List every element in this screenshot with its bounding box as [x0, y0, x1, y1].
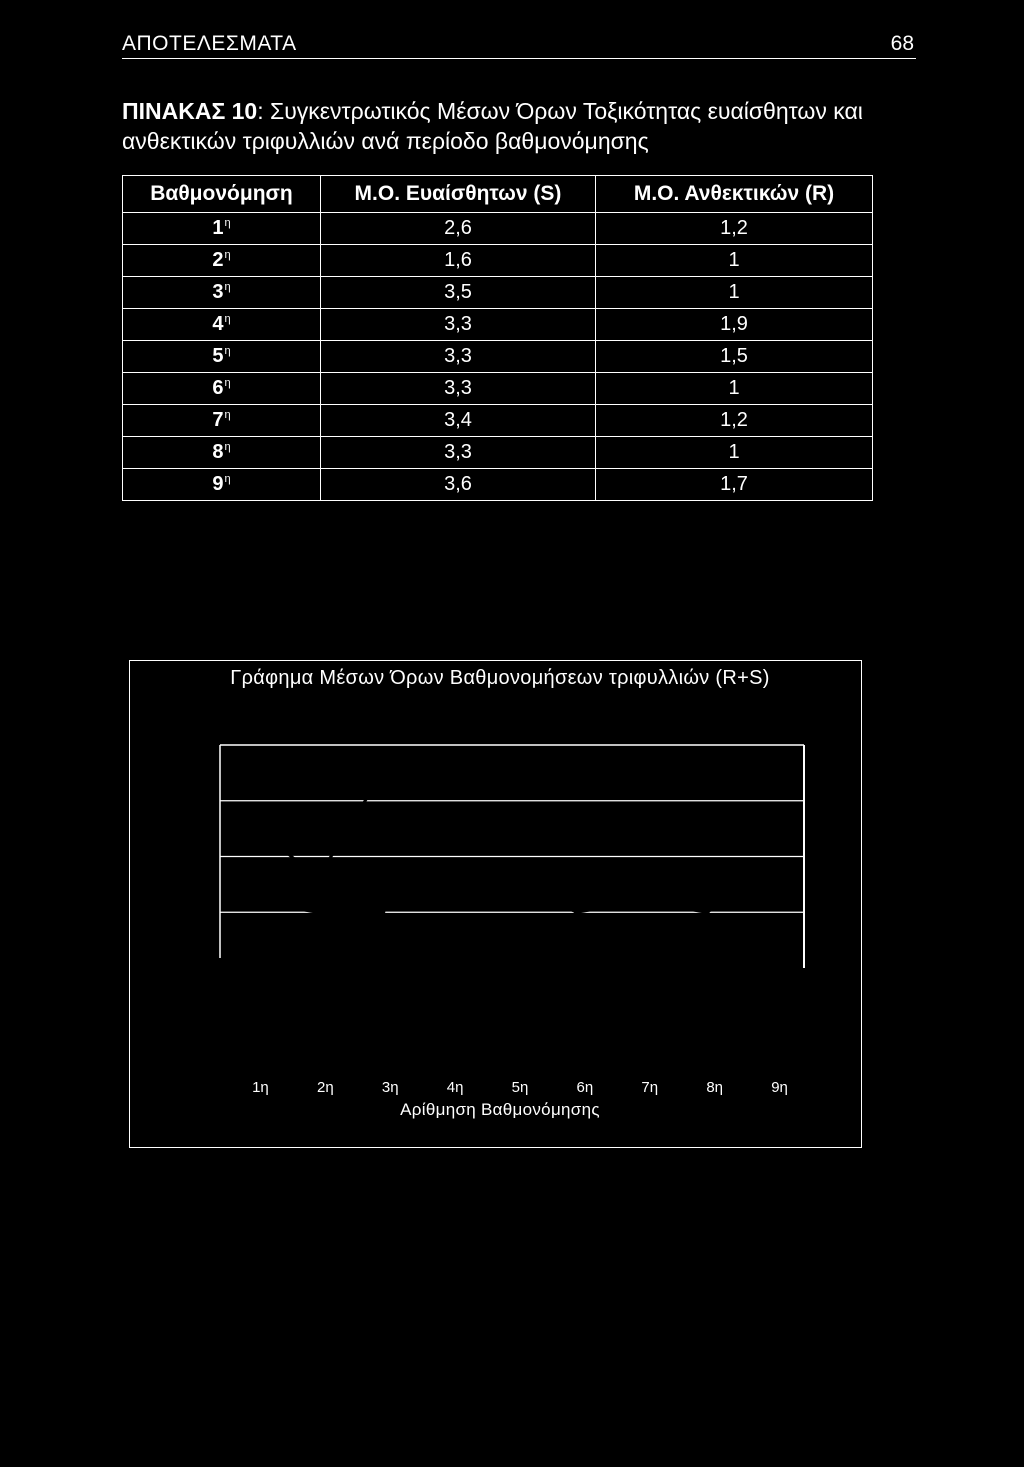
data-point	[249, 898, 255, 904]
x-axis-label: Αρίθμηση Βαθμονόμησης	[400, 1100, 600, 1119]
cell-sensitive: 3,3	[321, 373, 596, 405]
chart-title: Γράφημα Μέσων Όρων Βαθμονομήσεων τριφυλλιών (R+S)	[230, 667, 770, 689]
grading-number: 7	[212, 409, 224, 431]
x-tick-label: 6η	[576, 1079, 594, 1096]
cell-resistant: 1,9	[596, 309, 873, 341]
data-point	[639, 898, 645, 904]
cell-resistant: 1,2	[596, 213, 873, 245]
header-resistant: Μ.Ο. Ανθεκτικών (R)	[596, 176, 873, 213]
x-tick-label: 5η	[511, 1079, 529, 1096]
cell-sensitive: 3,5	[321, 277, 596, 309]
x-tick-label: 1η	[252, 1079, 269, 1096]
data-point	[704, 909, 710, 915]
grading-ordinal: η	[224, 441, 231, 454]
grading-ordinal: η	[224, 377, 231, 390]
cell-sensitive: 1,6	[321, 245, 596, 277]
page-number: 68	[890, 32, 914, 55]
cell-resistant: 1,7	[596, 469, 873, 501]
grading-number: 1	[212, 217, 224, 239]
cell-resistant: 1,5	[596, 341, 873, 373]
grading-ordinal: η	[224, 217, 231, 230]
cell-resistant: 1	[596, 373, 873, 405]
x-tick-label: 3η	[381, 1079, 399, 1096]
data-point	[574, 909, 580, 915]
data-point	[574, 781, 580, 787]
x-tick-label: 4η	[446, 1079, 464, 1096]
grading-number: 5	[212, 345, 224, 367]
data-point	[769, 764, 775, 770]
header-sensitive: Μ.Ο. Ευαίσθητων (S)	[321, 176, 596, 213]
grading-number: 6	[212, 377, 224, 399]
cell-sensitive: 3,3	[321, 341, 596, 373]
data-point	[444, 859, 450, 865]
cell-sensitive: 3,4	[321, 405, 596, 437]
x-tick-label: 9η	[771, 1079, 788, 1096]
data-point	[769, 870, 775, 876]
grading-number: 3	[212, 281, 224, 303]
data-point	[444, 781, 450, 787]
grading-ordinal: η	[224, 473, 231, 486]
data-point	[379, 909, 385, 915]
data-point	[639, 775, 645, 781]
cell-resistant: 1	[596, 245, 873, 277]
cell-sensitive: 3,3	[321, 309, 596, 341]
grading-ordinal: η	[224, 249, 231, 262]
cell-sensitive: 2,6	[321, 213, 596, 245]
grading-number: 2	[212, 249, 224, 271]
grading-ordinal: η	[224, 281, 231, 294]
cell-sensitive: 3,6	[321, 469, 596, 501]
grading-number: 9	[212, 473, 224, 495]
grading-ordinal: η	[224, 345, 231, 358]
x-tick-label: 8η	[706, 1079, 724, 1096]
data-point	[314, 876, 320, 882]
cell-resistant: 1,2	[596, 405, 873, 437]
grading-ordinal: η	[224, 313, 231, 326]
data-point	[509, 881, 515, 887]
cell-resistant: 1	[596, 437, 873, 469]
data-point	[509, 781, 515, 787]
grading-number: 4	[212, 313, 224, 335]
chapter-title: ΑΠΟΤΕΛΕΣΜΑΤΑ	[122, 32, 297, 55]
x-tick-label: 7η	[641, 1079, 659, 1096]
caption-label: ΠΙΝΑΚΑΣ 10	[122, 98, 258, 124]
grading-ordinal: η	[224, 409, 231, 422]
cell-resistant: 1	[596, 277, 873, 309]
data-point	[704, 781, 710, 787]
caption-text: : Συγκεντρωτικός Μέσων Όρων Τοξικότητας ευαίσθητων και ανθεκτικών τριφυλλιών ανά περίοδο βαθμονόμησης	[122, 98, 863, 154]
x-tick-label: 2η	[316, 1079, 334, 1096]
data-point	[314, 909, 320, 915]
header-grading: Βαθμονόμηση	[123, 176, 321, 213]
data-point	[249, 820, 255, 826]
cell-sensitive: 3,3	[321, 437, 596, 469]
data-point	[379, 770, 385, 776]
grading-number: 8	[212, 441, 224, 463]
